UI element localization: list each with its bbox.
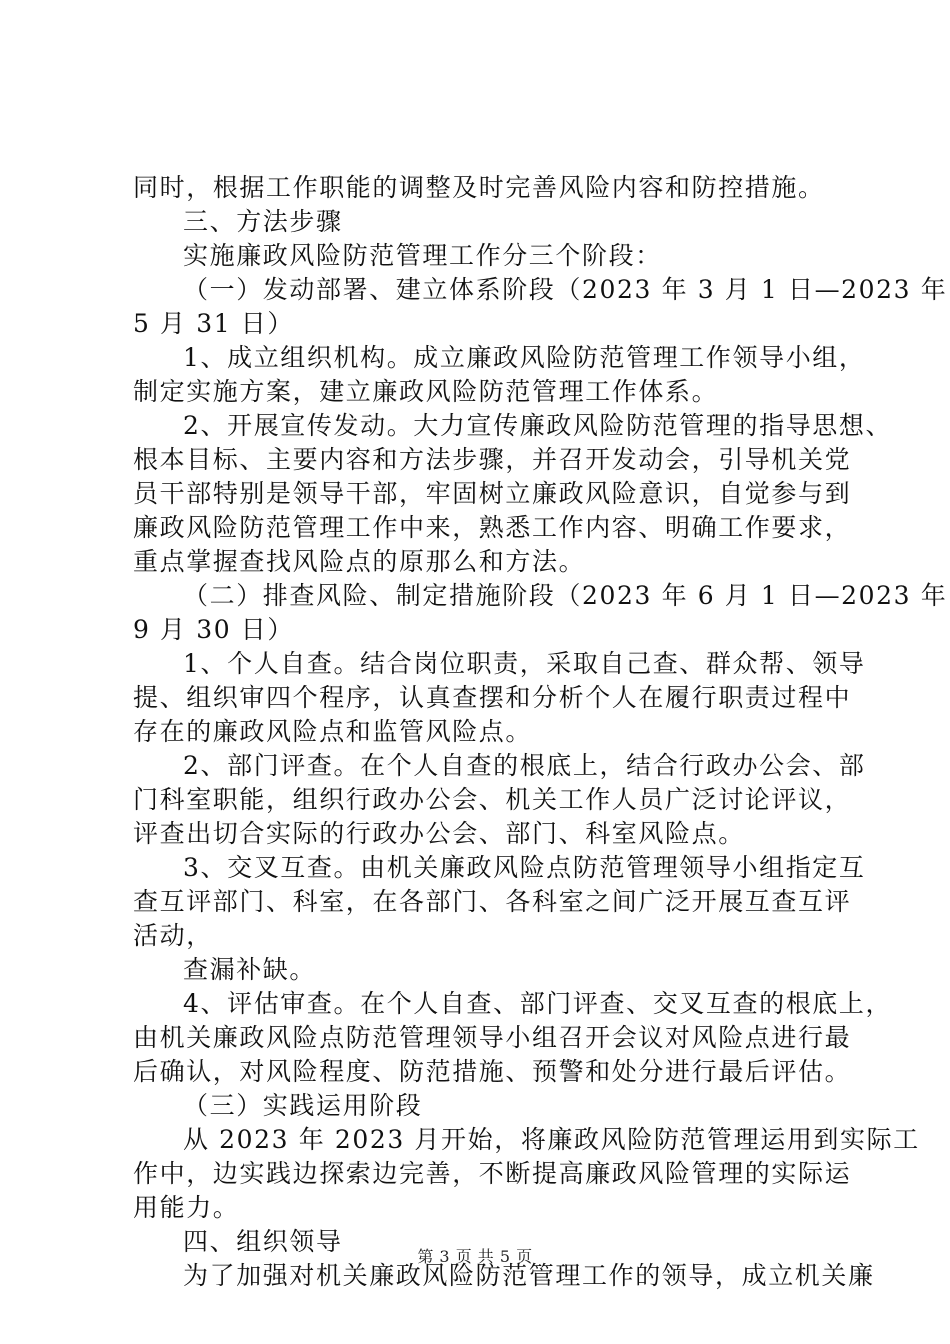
section-heading: 三、方法步骤 [183, 207, 343, 236]
text-line: 后确认，对风险程度、防范措施、预警和处分进行最后评估。 [133, 1057, 852, 1086]
section-heading: 四、组织领导 [183, 1227, 343, 1256]
text-line: 4、评估审查。在个人自查、部门评查、交叉互查的根底上， [183, 989, 893, 1018]
text-line: 门科室职能，组织行政办公会、机关工作人员广泛讨论评议， [133, 785, 852, 814]
subsection-heading: （一）发动部署、建立体系阶段（2023 年 3 月 1 日—2023 年 [183, 275, 948, 304]
text-line: 活动， [133, 921, 213, 950]
text-line: 1、个人自查。结合岗位职责，采取自己查、群众帮、领导 [183, 649, 866, 678]
text-line: 根本目标、主要内容和方法步骤，并召开发动会，引导机关党 [133, 445, 852, 474]
page-number-footer: 第 3 页 共 5 页 [417, 1247, 533, 1266]
text-line: 由机关廉政风险点防范管理领导小组召开会议对风险点进行最 [133, 1023, 852, 1052]
text-line: 2、部门评查。在个人自查的根底上，结合行政办公会、部 [183, 751, 866, 780]
text-line: 制定实施方案，建立廉政风险防范管理工作体系。 [133, 377, 719, 406]
text-line: 3、交叉互查。由机关廉政风险点防范管理领导小组指定互 [183, 853, 866, 882]
text-line: 5 月 31 日） [133, 309, 294, 338]
text-line: 查互评部门、科室，在各部门、各科室之间广泛开展互查互评 [133, 887, 852, 916]
text-line: 从 2023 年 2023 月开始，将廉政风险防范管理运用到实际工 [183, 1125, 920, 1154]
text-line: 实施廉政风险防范管理工作分三个阶段： [183, 241, 662, 270]
text-line: 查漏补缺。 [183, 955, 317, 984]
text-line: 重点掌握查找风险点的原那么和方法。 [133, 547, 586, 576]
text-line: 9 月 30 日） [133, 615, 294, 644]
text-line: 为了加强对机关廉政风险防范管理工作的领导，成立机关廉 [183, 1261, 875, 1290]
text-line: 廉政风险防范管理工作中来，熟悉工作内容、明确工作要求， [133, 513, 852, 542]
subsection-heading: （三）实践运用阶段 [183, 1091, 423, 1120]
text-line: 提、组织审四个程序，认真查摆和分析个人在履行职责过程中 [133, 683, 852, 712]
text-line: 2、开展宣传发动。大力宣传廉政风险防范管理的指导思想、 [183, 411, 893, 440]
text-line: 同时，根据工作职能的调整及时完善风险内容和防控措施。 [133, 173, 825, 202]
text-line: 用能力。 [133, 1193, 240, 1222]
text-line: 员干部特别是领导干部，牢固树立廉政风险意识，自觉参与到 [133, 479, 852, 508]
text-line: 评查出切合实际的行政办公会、部门、科室风险点。 [133, 819, 745, 848]
text-line: 存在的廉政风险点和监管风险点。 [133, 717, 533, 746]
text-line: 作中，边实践边探索边完善，不断提高廉政风险管理的实际运 [133, 1159, 852, 1188]
subsection-heading: （二）排查风险、制定措施阶段（2023 年 6 月 1 日—2023 年 [183, 581, 948, 610]
text-line: 1、成立组织机构。成立廉政风险防范管理工作领导小组， [183, 343, 866, 372]
